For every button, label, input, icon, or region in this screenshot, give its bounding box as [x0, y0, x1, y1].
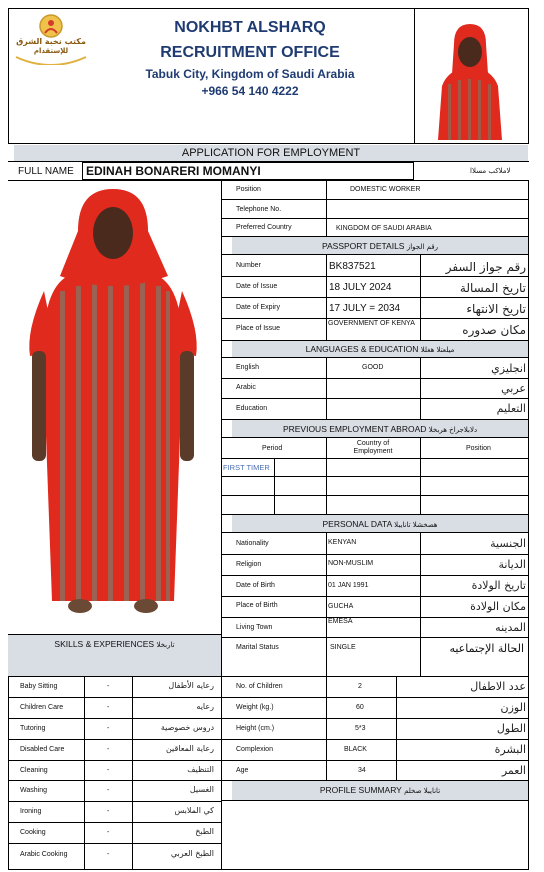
expiry-date-ar: تاريخ الانتهاء: [466, 302, 526, 316]
issue-date-label: Date of Issue: [236, 283, 278, 290]
skill-baby-sitting-value: -: [107, 683, 110, 690]
position-label: Position: [236, 186, 261, 193]
complexion-ar: البشرة: [494, 743, 526, 756]
position-value: DOMESTIC WORKER: [350, 186, 421, 193]
telephone-label: Telephone No.: [236, 206, 282, 213]
dob-ar: تاريخ الولادة: [471, 579, 526, 592]
office-phone: +966 54 140 4222: [201, 84, 299, 98]
skill-disabled-care-ar: رعاية المعاقين: [165, 744, 214, 753]
profile-summary-title-en: PROFILE SUMMARY: [319, 785, 402, 795]
skill-washing-value: -: [107, 787, 110, 794]
children-label: No. of Children: [236, 683, 283, 690]
place-of-issue-label: Place of Issue: [236, 325, 280, 332]
abroad-col-position: Position: [466, 445, 491, 452]
place-of-issue-ar: مكان صدوره: [462, 323, 526, 337]
dob-label: Date of Birth: [236, 582, 275, 589]
application-title: APPLICATION FOR EMPLOYMENT: [181, 147, 361, 159]
country-value: KINGDOM OF SAUDI ARABIA: [336, 225, 432, 232]
skills-title-ar: تاربخلا: [156, 641, 175, 649]
skill-children-care-ar: رعايه: [196, 702, 214, 711]
abroad-title: [232, 424, 528, 434]
arabic-label: Arabic: [236, 384, 256, 391]
skill-ironing-value: -: [107, 808, 110, 815]
pob-label: Place of Birth: [236, 602, 278, 609]
abroad-col-period: Period: [262, 445, 283, 452]
abroad-title-ar: دلابلاجراخ هربخلا: [428, 426, 478, 434]
complexion-value: BLACK: [344, 746, 367, 753]
country-label: Preferred Country: [236, 224, 292, 231]
skill-tutoring-label: Tutoring: [20, 725, 46, 732]
skill-disabled-care-label: Disabled Care: [20, 746, 65, 753]
marital-ar: الحالة الإجتماعيه: [449, 642, 524, 655]
skill-cleaning-label: Cleaning: [20, 767, 48, 774]
passport-number-label: Number: [236, 262, 261, 269]
company-logo: [12, 13, 90, 65]
issue-date-ar: تاريخ المسالة: [459, 281, 526, 295]
education-ar: التعليم: [496, 402, 526, 415]
skill-children-care-value: -: [107, 704, 110, 711]
living-town-value: EMESA: [328, 618, 353, 625]
age-ar: العمر: [501, 764, 526, 777]
skill-arabic-cooking-label: Arabic Cooking: [20, 851, 68, 858]
skill-tutoring-ar: دروس خصوصية: [160, 723, 214, 732]
nationality-value: KENYAN: [328, 539, 357, 546]
personal-title-ar: هصخشلا تانايبلا: [394, 521, 438, 529]
skill-washing-label: Washing: [20, 787, 47, 794]
passport-title-en: PASSPORT DETAILS: [321, 241, 405, 251]
skill-ironing-ar: كي الملابس: [174, 806, 214, 815]
place-of-issue-value: GOVERNMENT OF KENYA: [328, 320, 415, 327]
full-name-value: EDINAH BONARERI MOMANYI: [86, 164, 261, 178]
english-label: English: [236, 364, 259, 371]
nationality-ar: الجنسية: [490, 537, 526, 550]
height-label: Height (cm.): [236, 725, 275, 732]
abroad-first-row: FIRST TIMER: [223, 463, 270, 472]
complexion-label: Complexion: [236, 746, 273, 753]
living-town-ar: المدينه: [495, 621, 526, 634]
passport-title: [232, 241, 528, 251]
abroad-title-en: PREVIOUS EMPLOYMENT ABROAD: [282, 424, 427, 434]
skill-tutoring-value: -: [107, 725, 110, 732]
religion-value: NON-MUSLIM: [328, 560, 374, 567]
passport-number-ar: رقم جواز السفر: [445, 260, 526, 274]
skill-arabic-cooking-value: -: [107, 851, 110, 858]
skill-cooking-ar: الطبخ: [195, 827, 214, 836]
logo-text: مكتب نخبة الشرق: [16, 37, 86, 46]
pob-ar: مكان الولادة: [470, 600, 526, 613]
logo-text-2: للإستقدام: [33, 47, 69, 55]
marital-value: SINGLE: [330, 644, 356, 651]
skill-cleaning-ar: التنظيف: [187, 765, 214, 774]
passport-number-value: BK837521: [329, 261, 376, 272]
children-value: 2: [358, 683, 362, 690]
skill-cooking-value: -: [107, 829, 110, 836]
issue-date-value: 18 JULY 2024: [329, 282, 392, 293]
full-body-photo: [8, 181, 222, 634]
passport-title-ar: رقم الجواز: [406, 243, 439, 251]
expiry-date-label: Date of Expiry: [236, 304, 280, 311]
age-label: Age: [236, 767, 249, 774]
arabic-ar: عربي: [501, 382, 526, 395]
living-town-label: Living Town: [236, 624, 273, 631]
pob-value: GUCHA: [328, 603, 354, 610]
marital-label: Marital Status: [236, 644, 279, 651]
skill-baby-sitting-ar: رعايه الأطفال: [168, 681, 214, 690]
height-ar: الطول: [496, 722, 526, 735]
languages-title: [232, 344, 528, 354]
english-value: GOOD: [362, 364, 384, 371]
skill-washing-ar: الغسيل: [189, 785, 214, 794]
religion-ar: الديانة: [498, 558, 526, 571]
weight-label: Weight (kg.): [236, 704, 274, 711]
profile-summary-title-ar: تانايبلا صخلم: [404, 787, 441, 795]
education-label: Education: [236, 405, 268, 412]
age-value: 34: [358, 767, 366, 774]
children-ar: عدد الاطفال: [470, 680, 526, 693]
skill-children-care-label: Children Care: [20, 704, 64, 711]
religion-label: Religion: [236, 561, 262, 568]
nationality-label: Nationality: [236, 540, 269, 547]
languages-title-ar: ميلعتلا هغللا: [420, 346, 455, 354]
expiry-date-value: 17 JULY = 2034: [329, 303, 401, 314]
skill-disabled-care-value: -: [107, 746, 110, 753]
personal-title-en: PERSONAL DATA: [322, 519, 392, 529]
dob-value: 01 JAN 1991: [328, 582, 369, 589]
full-name-label-ar: لاملاكب مسلاا: [470, 167, 511, 175]
full-name-label: FULL NAME: [18, 166, 74, 177]
languages-title-en: LANGUAGES & EDUCATION: [305, 344, 419, 354]
weight-value: 60: [356, 704, 364, 711]
height-value: 5*3: [355, 725, 366, 732]
personal-title: [232, 519, 528, 529]
english-ar: انجليزي: [491, 362, 526, 375]
office-name: NOKHBT ALSHARQ: [174, 19, 326, 36]
skill-arabic-cooking-ar: الطبخ العربي: [170, 849, 214, 858]
weight-ar: الوزن: [500, 701, 526, 714]
skill-cooking-label: Cooking: [20, 829, 46, 836]
abroad-col-country: Country of Employment: [353, 440, 393, 455]
profile-summary-title: [232, 785, 528, 795]
small-portrait-photo: [418, 14, 522, 140]
skill-cleaning-value: -: [107, 767, 110, 774]
skill-baby-sitting-label: Baby Sitting: [20, 683, 58, 690]
office-location: Tabuk City, Kingdom of Saudi Arabia: [145, 67, 355, 81]
skills-title: [8, 639, 221, 649]
skill-ironing-label: Ironing: [20, 808, 42, 815]
office-subtitle: RECRUITMENT OFFICE: [160, 44, 340, 61]
skills-title-en: SKILLS & EXPERIENCES: [54, 639, 155, 649]
